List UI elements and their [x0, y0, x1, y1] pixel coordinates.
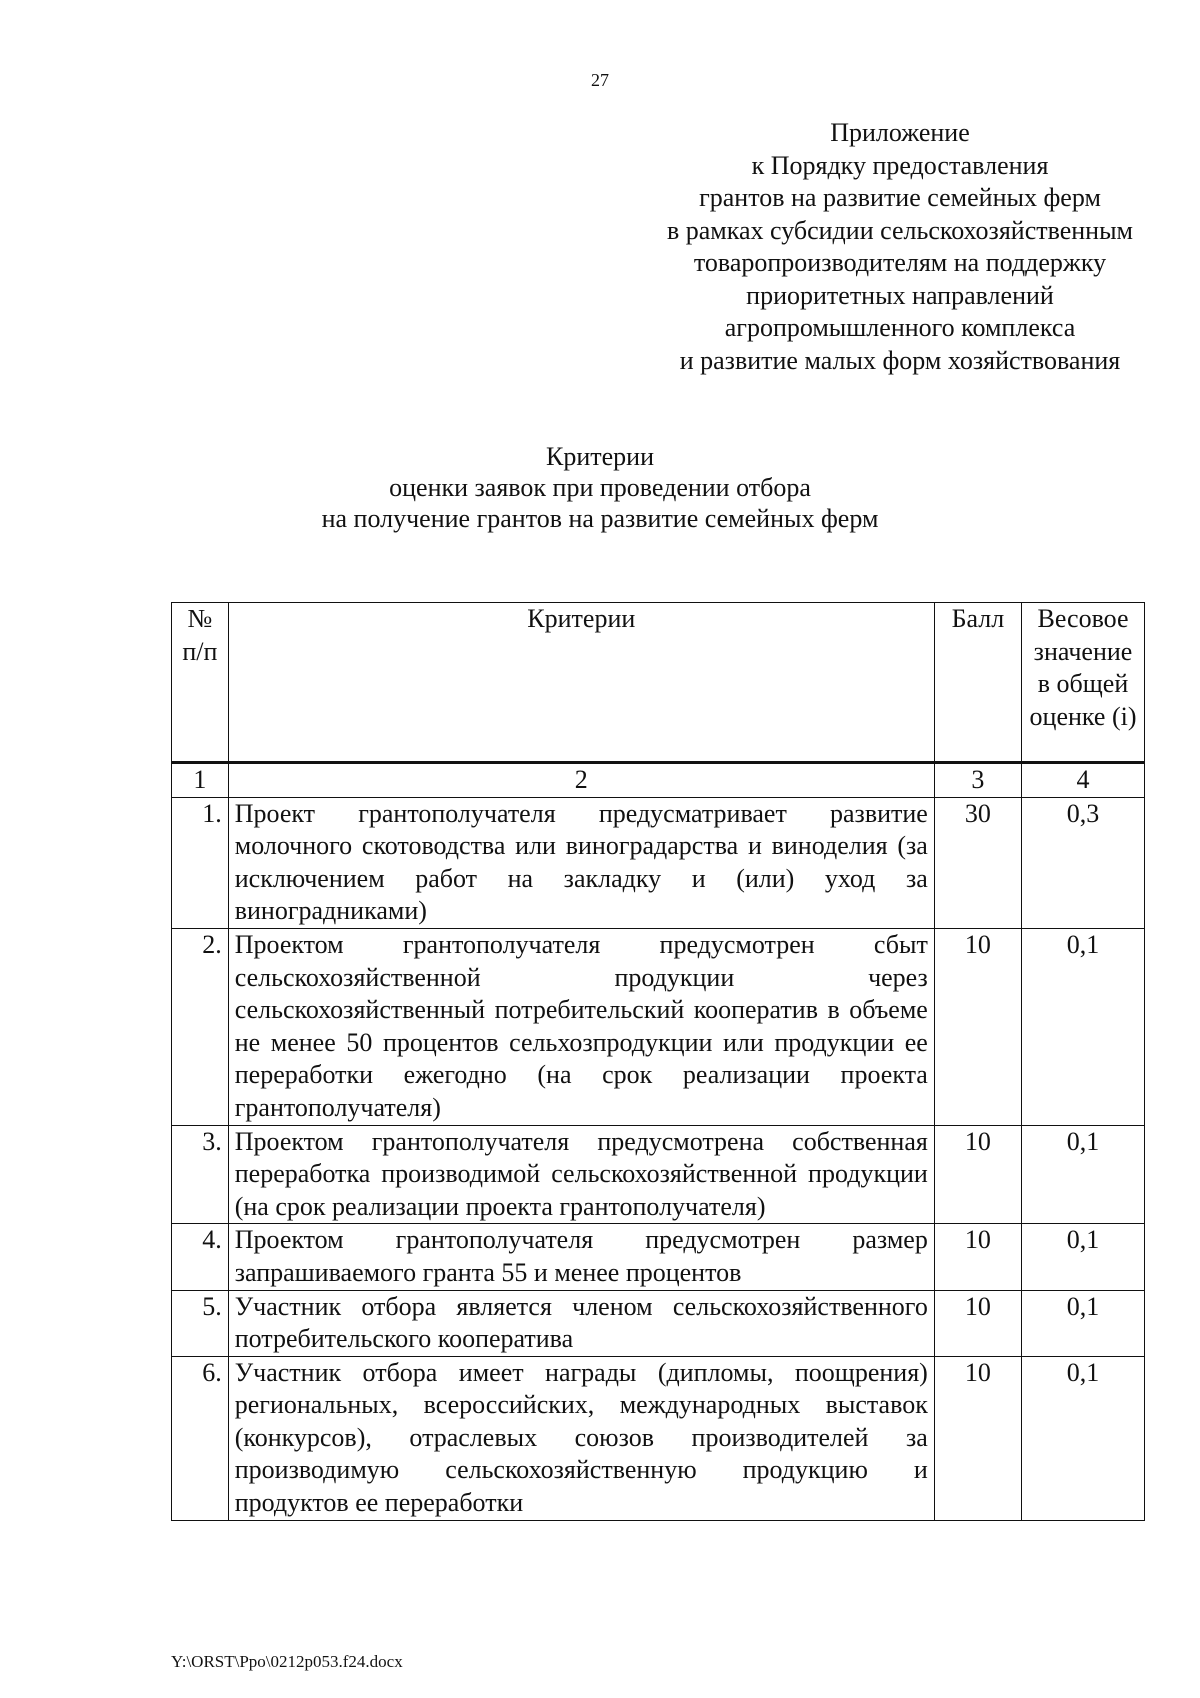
row-criteria: Проект грантополучателя предусматривает развитие молочного скотоводства или виноградарства и виноделия (за исключением работ на закладку и (или) уход за виноградниками): [228, 797, 934, 928]
appendix-line: товаропроизводителям на поддержку: [693, 248, 1107, 277]
row-criteria: Участник отбора имеет награды (дипломы, поощрения) региональных, всероссийских, международных выставок (конкурсов), отраслевых союзов производителей за производимую сельскохозяйственную продукцию и продуктов ее переработки: [228, 1356, 934, 1520]
table-row: [172, 1224, 1145, 1290]
appendix-line: в рамках субсидии сельскохозяйственным: [666, 215, 1134, 245]
row-number: 4.: [172, 1224, 229, 1290]
table-row: [172, 797, 1145, 928]
row-criteria: Проектом грантополучателя предусмотрена собственная переработка производимой сельскохозяйственной продукции (на срок реализации проекта грантополучателя): [228, 1125, 934, 1224]
index-cell: 4: [1022, 763, 1145, 798]
table-row: [172, 1125, 1145, 1224]
appendix-line: и развитие малых форм хозяйствования: [679, 345, 1121, 375]
file-path-footer: Y:\ORST\Ppo\0212p053.f24.docx: [171, 1652, 403, 1671]
table-row: [172, 928, 1145, 1125]
title-line: оценки заявок при проведении отбора: [389, 473, 811, 502]
table-row: [172, 1290, 1145, 1356]
appendix-line: Приложение: [830, 118, 970, 147]
row-number: 5.: [172, 1290, 229, 1356]
page-number: 27: [591, 70, 609, 90]
index-cell: 3: [934, 763, 1021, 798]
appendix-line: приоритетных направлений: [746, 280, 1054, 310]
row-weight: 0,1: [1022, 1290, 1145, 1356]
row-weight: 0,1: [1022, 1356, 1145, 1520]
appendix-line: к Порядку предоставления: [751, 150, 1049, 180]
row-score: 10: [934, 928, 1021, 1125]
table-row: [172, 1356, 1145, 1520]
row-number: 3.: [172, 1125, 229, 1224]
appendix-line: грантов на развитие семейных ферм: [699, 183, 1101, 212]
header-number: № п/п: [172, 603, 229, 763]
header-criteria: Критерии: [228, 603, 934, 763]
row-weight: 0,1: [1022, 1224, 1145, 1290]
table-header-row: [172, 603, 1145, 763]
row-number: 2.: [172, 928, 229, 1125]
appendix-line: агропромышленного комплекса: [724, 313, 1076, 342]
column-index-row: [172, 763, 1145, 798]
row-criteria: Участник отбора является членом сельскохозяйственного потребительского кооператива: [228, 1290, 934, 1356]
title-line: на получение грантов на развитие семейных ферм: [321, 504, 879, 533]
index-cell: 1: [172, 763, 229, 798]
row-criteria: Проектом грантополучателя предусмотрен сбыт сельскохозяйственной продукции через сельскохозяйственный потребительский кооператив в объеме не менее 50 процентов сельхозпродукции или продукции ее переработки ежегодно (на срок реализации проекта грантополучателя): [228, 928, 934, 1125]
row-score: 10: [934, 1290, 1021, 1356]
row-score: 30: [934, 797, 1021, 928]
row-weight: 0,1: [1022, 928, 1145, 1125]
row-weight: 0,1: [1022, 1125, 1145, 1224]
row-score: 10: [934, 1224, 1021, 1290]
index-cell: 2: [228, 763, 934, 798]
row-score: 10: [934, 1356, 1021, 1520]
row-number: 1.: [172, 797, 229, 928]
appendix-header: [600, 117, 1200, 377]
row-score: 10: [934, 1125, 1021, 1224]
criteria-table: [171, 602, 1145, 1521]
header-score: Балл: [934, 603, 1021, 763]
document-title: [0, 441, 1200, 534]
row-number: 6.: [172, 1356, 229, 1520]
title-line: Критерии: [546, 442, 654, 471]
row-criteria: Проектом грантополучателя предусмотрен размер запрашиваемого гранта 55 и менее процентов: [228, 1224, 934, 1290]
row-weight: 0,3: [1022, 797, 1145, 928]
header-weight: Весовое значение в общей оценке (i): [1022, 603, 1145, 763]
